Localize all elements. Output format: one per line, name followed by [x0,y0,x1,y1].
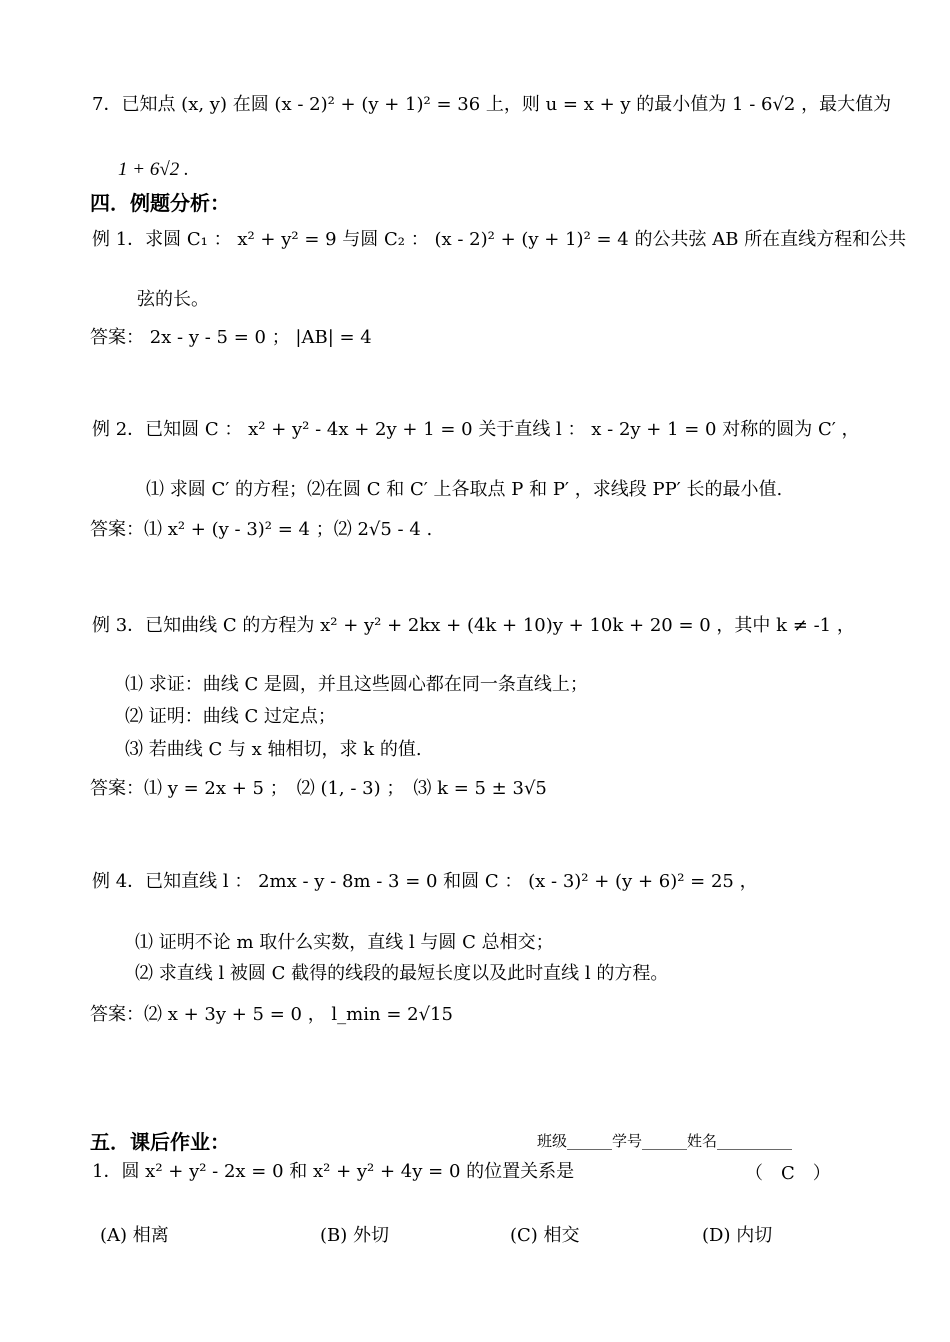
example-1-question: 例 1．求圆 C₁ ： x² + y² = 9 与圆 C₂ ： (x - 2)² + (y + 1)² = 4 的公共弦 AB 所在直线方程和公共 [92,229,907,250]
section-4-heading: 四．例题分析： [90,191,230,215]
option-b: (B) 外切 [320,1225,389,1246]
problem-7-line-2: 1 + 6√2 . [118,159,189,180]
option-a: (A) 相离 [100,1225,169,1246]
example-1-answer: 答案： 2x - y - 5 = 0 ； |AB| = 4 [90,327,372,348]
example-4-sub-2: ⑵ 求直线 l 被圆 C 截得的线段的最短长度以及此时直线 l 的方程。 [135,963,669,984]
example-3-sub-1: ⑴ 求证：曲线 C 是圆，并且这些圆心都在同一条直线上； [125,674,588,695]
example-4-question: 例 4．已知直线 l ： 2mx - y - 8m - 3 = 0 和圆 C ： (x - 3)² + (y + 6)² = 25 ， [92,871,758,892]
homework-question-1: 1．圆 x² + y² - 2x = 0 和 x² + y² + 4y = 0 的位置关系是 [92,1161,575,1182]
problem-7-line-1: 7．已知点 (x, y) 在圆 (x - 2)² + (y + 1)² = 36 上，则 u = x + y 的最小值为 1 - 6√2 ，最大值为 [92,94,892,115]
example-3-sub-3: ⑶ 若曲线 C 与 x 轴相切，求 k 的值. [125,739,422,760]
example-4-answer: 答案：⑵ x + 3y + 5 = 0 ， l_min = 2√15 [90,1004,453,1025]
example-4-sub-1: ⑴ 证明不论 m 取什么实数，直线 l 与圆 C 总相交； [135,932,554,953]
example-3-sub-2: ⑵ 证明：曲线 C 过定点； [125,706,336,727]
example-3-question: 例 3．已知曲线 C 的方程为 x² + y² + 2kx + (4k + 10)y + 10k + 20 = 0 ，其中 k ≠ -1 ， [92,615,855,636]
student-info-fields: 班级______学号______姓名__________ [537,1132,793,1150]
example-2-subquestions: ⑴ 求圆 C′ 的方程；⑵在圆 C 和 C′ 上各取点 P 和 P′ ，求线段 PP′ 长的最小值. [146,479,783,500]
example-2-question: 例 2．已知圆 C ： x² + y² - 4x + 2y + 1 = 0 关于直线 l ： x - 2y + 1 = 0 对称的圆为 C′ ， [92,419,860,440]
homework-answer-choice: （ C ） [745,1163,831,1184]
option-c: (C) 相交 [510,1225,580,1246]
option-d: (D) 内切 [702,1225,773,1246]
example-1-question-cont: 弦的长。 [137,289,209,310]
example-3-answer: 答案：⑴ y = 2x + 5 ； ⑵ (1, - 3) ； ⑶ k = 5 ± 3√5 [90,778,547,799]
example-2-answer: 答案：⑴ x² + (y - 3)² = 4 ；⑵ 2√5 - 4 . [90,519,433,540]
section-5-heading: 五．课后作业： [90,1130,230,1154]
